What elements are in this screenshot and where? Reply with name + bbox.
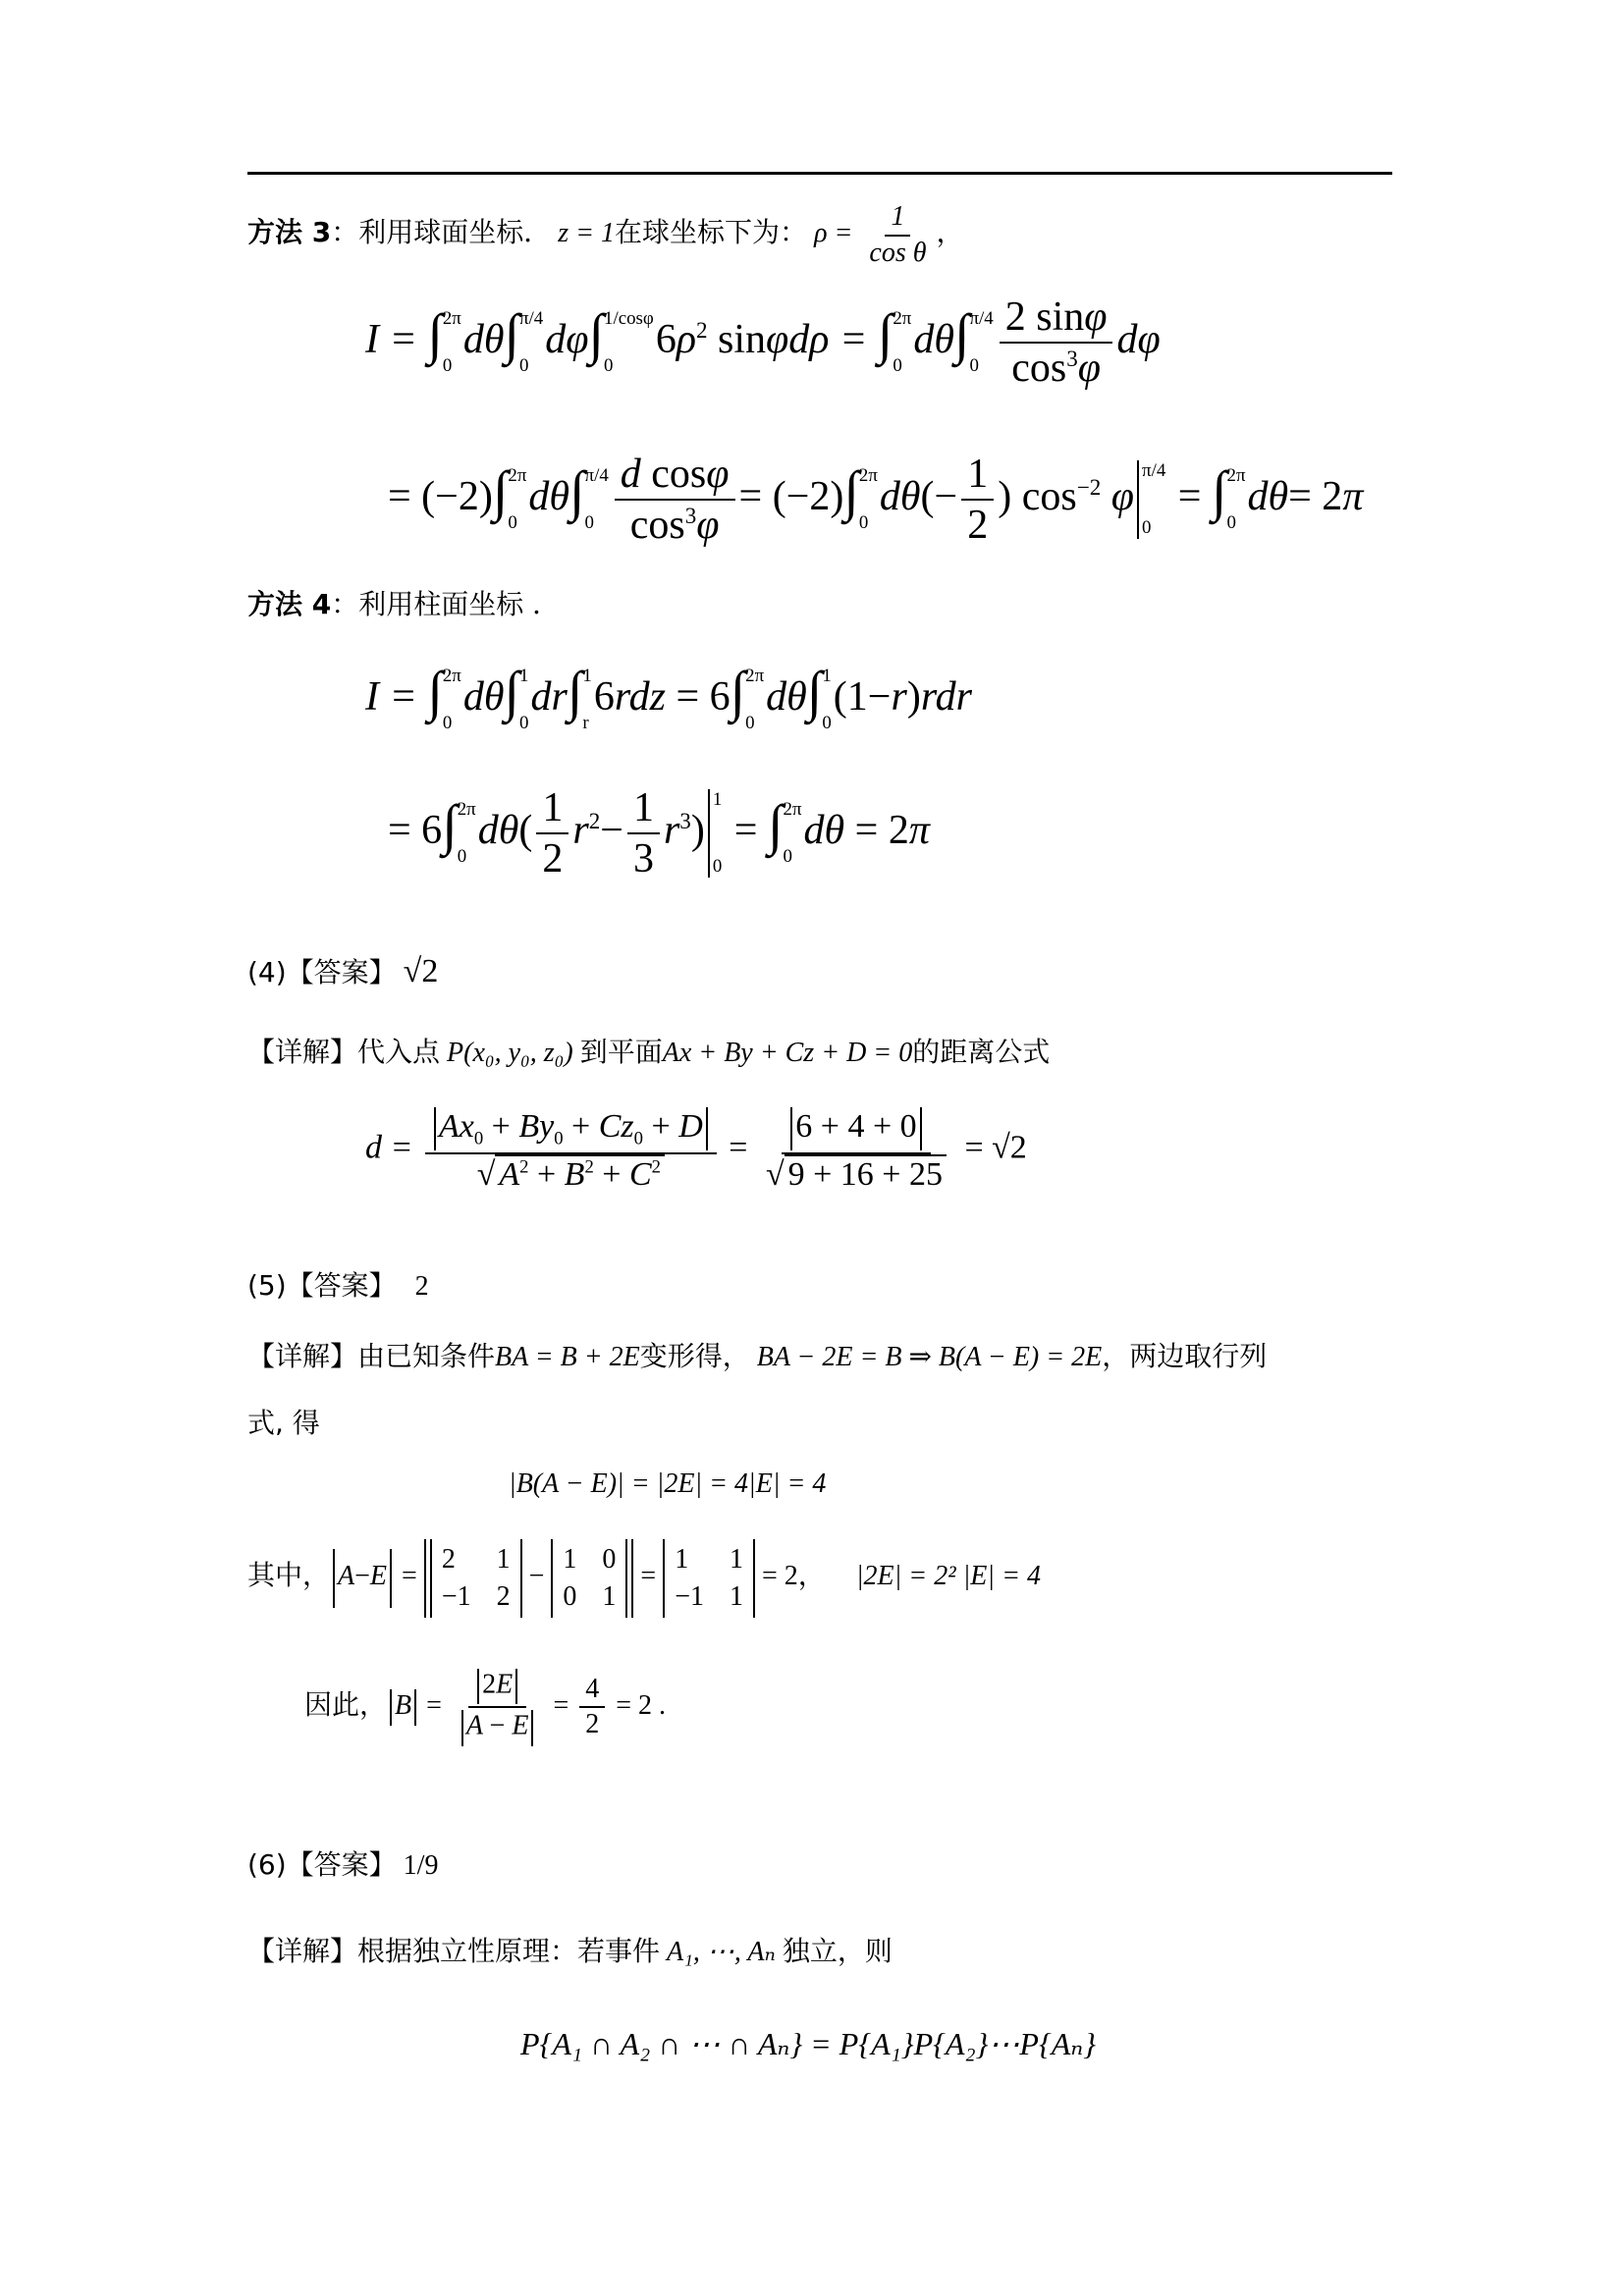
q6-text1: 根据独立性原理：若事件	[357, 1935, 661, 1967]
q6-label: (6)【答案】	[247, 1848, 397, 1881]
q4-distance-formula: d = $\frac{Ax_0 + By_0 + Cz_0 + D}{√ A^2 + B^2 + C^2}$ = $\frac{6 + 4 + 0}{√ 9 + 16 + 25}$ = √2	[365, 1107, 1027, 1194]
q6-answer-line	[247, 1845, 438, 1886]
q5-answer-line	[247, 1266, 429, 1307]
method4-line	[247, 585, 560, 625]
header-rule	[247, 172, 1392, 175]
rho-denominator: cos θ	[869, 237, 927, 268]
q5-label: (5)【答案】	[247, 1269, 397, 1302]
q4-detail-text2: 到平面	[579, 1036, 663, 1068]
method4-equation-1: I = ∫ 2π 0 dθ∫ 1 0 dr∫ 1 r 6rdz = 6∫ 2π 0 dθ∫ 1 0 (1−r)rdr	[365, 661, 972, 734]
method3-text: ：利用球面坐标．	[331, 216, 552, 249]
rho-numerator: 1	[885, 202, 910, 237]
q5-detail-label: 【详解】	[247, 1340, 358, 1372]
q6-formula: P{A₁ ∩ A₂ ∩ ⋯ ∩ Aₙ} = P{A₁}P{A₂}⋯P{Aₙ}	[520, 2026, 1097, 2061]
q5-among-right: |2E| = 2² |E| = 4	[855, 1561, 1041, 1592]
q5-therefore: 因此，	[304, 1687, 388, 1721]
q4-detail-label: 【详解】	[247, 1036, 358, 1068]
q5-text3: ，两边取行列	[1102, 1340, 1268, 1372]
method3-comma: ，	[936, 216, 964, 249]
q5-therefore-line: 因此， B = $\frac{2E}{A - E}$ = $\frac{4}{2}$ = 2 .	[304, 1669, 666, 1746]
q4-plane: Ax + By + Cz + D = 0	[662, 1038, 913, 1068]
q4-label: (4)【答案】	[247, 956, 397, 988]
q5-among: 其中，	[247, 1559, 331, 1592]
q5-answer: 2	[414, 1271, 429, 1302]
method3-cond-text: 在球坐标下为：	[615, 216, 808, 249]
q5-cond: BA = B + 2E	[495, 1342, 640, 1372]
q5-text1: 由已知条件	[357, 1340, 496, 1372]
method3-cond: z = 1	[558, 218, 616, 249]
q6-detail-label: 【详解】	[247, 1935, 358, 1967]
q6-events: A₁, ⋯, Aₙ	[667, 1937, 776, 1967]
method4-label: 方法 4	[247, 588, 332, 620]
q5-detail-line-2	[247, 1404, 320, 1444]
q4-answer-line	[247, 952, 438, 993]
q4-detail-line	[247, 1033, 1050, 1073]
method4-text: ：利用柱面坐标 ．	[331, 588, 561, 620]
q5-detail-line	[247, 1337, 1267, 1377]
q4-answer: √2	[403, 953, 439, 989]
rho-fraction	[863, 202, 932, 269]
q4-point: P(x₀, y₀, z₀)	[447, 1038, 573, 1068]
method3-equation-2: = (−2)∫ 2π 0 dθ∫ π/4 0 $\frac{\text{d cosφ}}{\cos^3\varphi}$ = (−2)∫ 2π 0 dθ(− $\frac{1}{2}$ ) $\cos^{-2} \varphi$ π/4 0 = ∫ 2π 0 dθ= 2π	[388, 452, 1364, 549]
q4-detail-text: 代入点	[357, 1036, 441, 1068]
q5-derive: BA − 2E = B ⇒ B(A − E) = 2E	[756, 1342, 1103, 1372]
method3-line	[247, 202, 964, 269]
q4-detail-text3: 的距离公式	[912, 1036, 1051, 1068]
q5-text4: 式, 得	[247, 1407, 320, 1439]
q6-detail-line	[247, 1932, 893, 1972]
method3-label: 方法 3	[247, 216, 332, 249]
q6-text2: 独立，则	[782, 1935, 893, 1967]
method3-rho: ρ =	[814, 218, 853, 249]
q5-text2: 变形得，	[639, 1340, 750, 1372]
q6-answer: 1/9	[403, 1850, 439, 1881]
q5-det-eq: |B(A − E)| = |2E| = 4|E| = 4	[509, 1468, 827, 1499]
q5-det-equation	[509, 1465, 826, 1504]
method3-equation-1: I = ∫ 2π 0 dθ∫ π/4 0 dφ∫ 1/cosφ 0 $6\rho^2$ sinφdρ = ∫ 2π 0 dθ∫ π/4 0 $\frac{2 \sin\varphi}{\cos^3\varphi}$ dφ	[365, 294, 1161, 392]
method4-equation-2: = 6∫ 2π 0 dθ( $\frac{1}{2}$ $r^2-$ $\frac{1}{3}$ $r^3$) 1 0 = ∫ 2π 0 dθ = 2π	[388, 785, 930, 882]
q5-matrix-line: 其中， A−E = 2 1 −1 2 − 1 0 0 1 = 1 1 −1 1 = 2， |2E| = 2² |E| = 4	[247, 1539, 1041, 1618]
q6-formula-line	[520, 2024, 1096, 2063]
